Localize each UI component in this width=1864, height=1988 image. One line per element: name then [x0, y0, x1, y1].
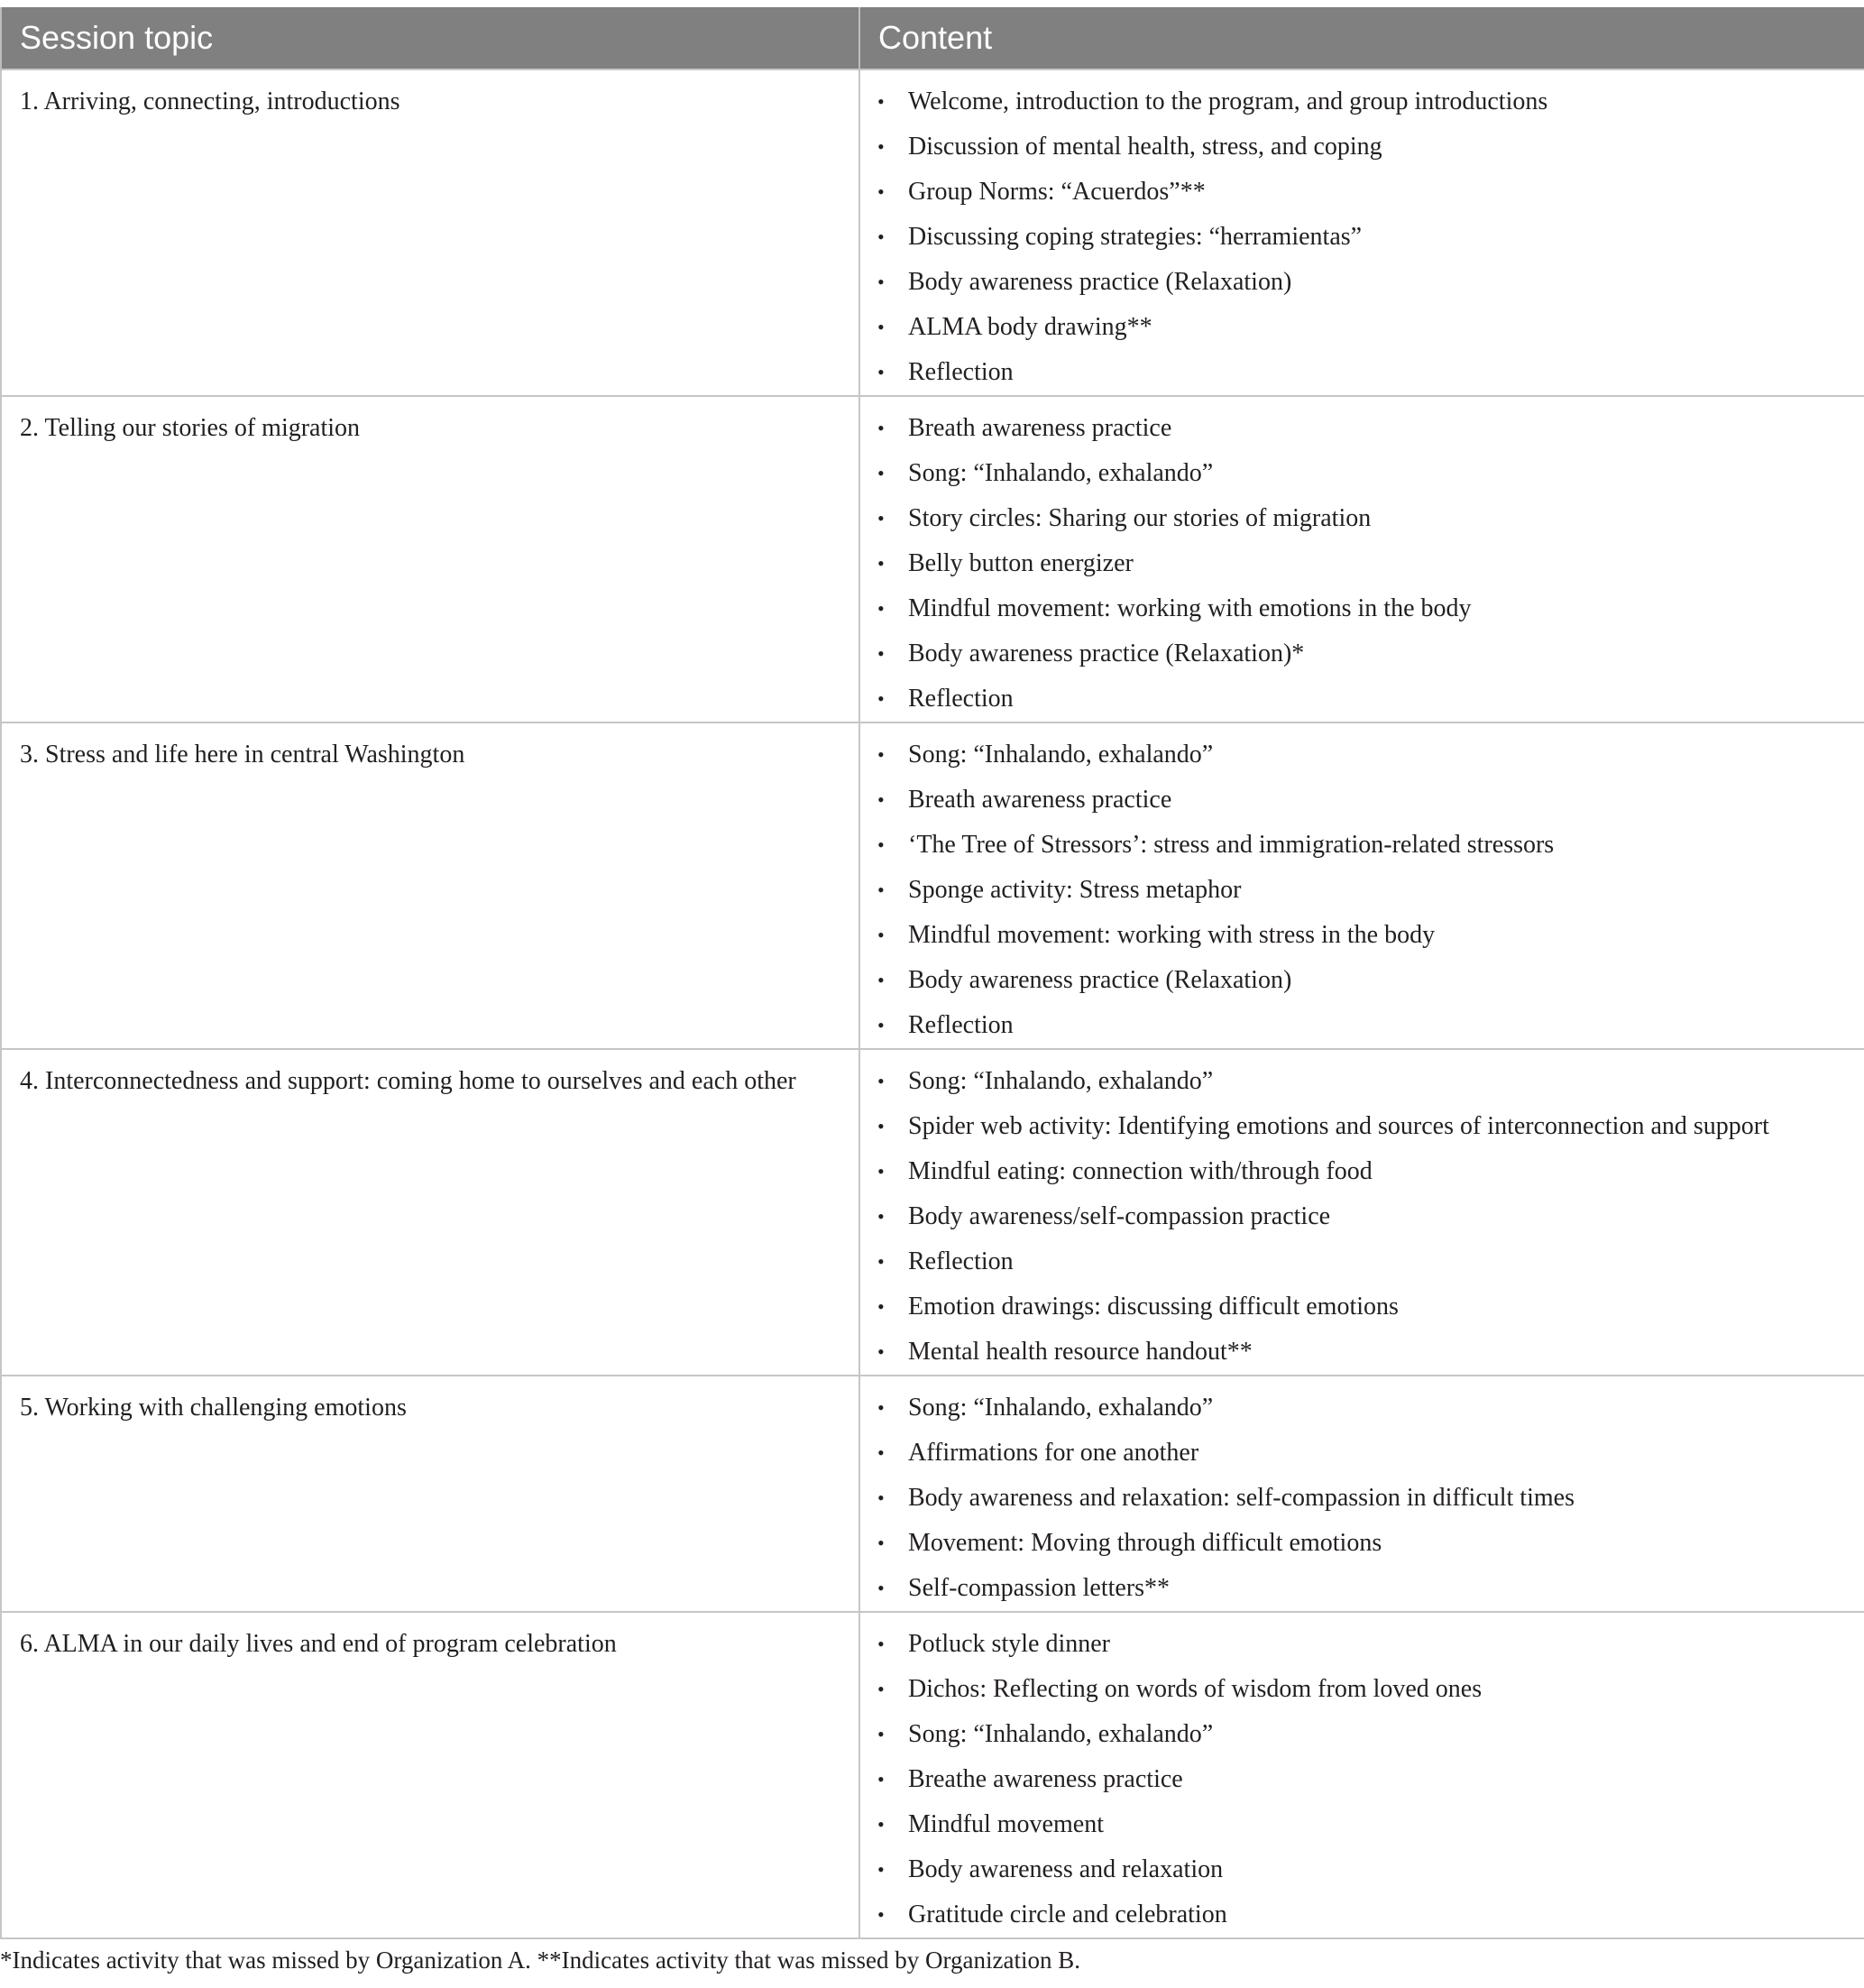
bullet-icon: •	[877, 969, 885, 991]
session-topic-cell: 3. Stress and life here in central Washington	[1, 722, 859, 1049]
bullet-icon: •	[877, 417, 885, 439]
activity-text: Movement: Moving through difficult emotions	[908, 1529, 1382, 1557]
activity-text: Song: “Inhalando, exhalando”	[908, 741, 1214, 769]
activity-list-item	[860, 1194, 1864, 1239]
session-topic-cell: 4. Interconnectedness and support: coming home to ourselves and each other	[1, 1049, 859, 1376]
activity-text: Mindful movement: working with stress in the body	[908, 921, 1436, 949]
activity-text: Breathe awareness practice	[908, 1765, 1183, 1793]
activity-list-item	[860, 1059, 1864, 1104]
bullet-icon: •	[877, 1813, 885, 1836]
bullet-icon: •	[877, 1858, 885, 1881]
activity-list-item	[860, 451, 1864, 496]
activity-text: Welcome, introduction to the program, and group introductions	[908, 87, 1548, 115]
activity-text: Song: “Inhalando, exhalando”	[908, 459, 1214, 487]
activity-text: Affirmations for one another	[908, 1439, 1199, 1467]
session-topic-cell: 6. ALMA in our daily lives and end of program celebration	[1, 1612, 859, 1938]
bullet-icon: •	[877, 552, 885, 575]
bullet-icon: •	[877, 1070, 885, 1092]
activity-list-item	[860, 1431, 1864, 1476]
activity-list-item	[860, 1476, 1864, 1521]
activity-text: Song: “Inhalando, exhalando”	[908, 1720, 1214, 1748]
activity-text: Spider web activity: Identifying emotions and sources of interconnection and support	[908, 1112, 1769, 1140]
session-topic-cell: 2. Telling our stories of migration	[1, 396, 859, 722]
activity-text: Breath awareness practice	[908, 786, 1172, 814]
table-row	[1, 69, 1864, 396]
table-row	[1, 1376, 1864, 1612]
bullet-icon: •	[877, 1396, 885, 1419]
session-content-cell	[859, 1049, 1864, 1376]
session-content-cell	[859, 1612, 1864, 1938]
table-footnote: *Indicates activity that was missed by Organization A. **Indicates activity that was missed by Organization B.	[0, 1947, 1080, 1974]
bullet-icon: •	[877, 597, 885, 620]
bullet-icon: •	[877, 1577, 885, 1599]
activity-list	[860, 79, 1864, 395]
table-row	[1, 396, 1864, 722]
activity-text: Reflection	[908, 1247, 1014, 1275]
activity-list-item	[860, 1757, 1864, 1802]
activity-list-item	[860, 1149, 1864, 1194]
activity-text: Story circles: Sharing our stories of migration	[908, 504, 1372, 532]
bullet-icon: •	[877, 924, 885, 946]
activity-list-item	[860, 170, 1864, 215]
activity-text: Discussing coping strategies: “herramientas”	[908, 223, 1363, 251]
bullet-icon: •	[877, 1441, 885, 1464]
activity-text: Mindful eating: connection with/through food	[908, 1157, 1373, 1185]
activity-list-item	[860, 79, 1864, 124]
activity-text: Body awareness practice (Relaxation)	[908, 268, 1292, 296]
activity-list-item	[860, 1239, 1864, 1284]
bullet-icon: •	[877, 833, 885, 856]
bullet-icon: •	[877, 1340, 885, 1363]
activity-list-item	[860, 676, 1864, 722]
activity-list-item	[860, 124, 1864, 170]
activity-text: Group Norms: “Acuerdos”**	[908, 178, 1206, 206]
activity-list-item	[860, 260, 1864, 305]
activity-text: Mindful movement: working with emotions in the body	[908, 594, 1472, 622]
bullet-icon: •	[877, 507, 885, 529]
activity-list-item	[860, 1385, 1864, 1431]
session-content-cell	[859, 69, 1864, 396]
bullet-icon: •	[877, 1160, 885, 1183]
activity-list-item	[860, 350, 1864, 395]
activity-text: ALMA body drawing**	[908, 313, 1152, 341]
session-content-cell	[859, 1376, 1864, 1612]
activity-text: Body awareness/self-compassion practice	[908, 1202, 1331, 1230]
bullet-icon: •	[877, 1678, 885, 1700]
bullet-icon: •	[877, 1723, 885, 1745]
activity-text: Body awareness practice (Relaxation)*	[908, 640, 1305, 667]
activity-text: Mental health resource handout**	[908, 1338, 1253, 1366]
activity-text: Dichos: Reflecting on words of wisdom from loved ones	[908, 1675, 1483, 1703]
activity-list-item	[860, 958, 1864, 1003]
bullet-icon: •	[877, 462, 885, 484]
activity-text: Emotion drawings: discussing difficult emotions	[908, 1293, 1399, 1321]
activity-text: Reflection	[908, 685, 1014, 713]
bullet-icon: •	[877, 180, 885, 203]
activity-text: Potluck style dinner	[908, 1630, 1110, 1658]
bullet-icon: •	[877, 788, 885, 811]
activity-text: Belly button energizer	[908, 549, 1134, 577]
activity-list-item	[860, 1802, 1864, 1847]
bullet-icon: •	[877, 1295, 885, 1318]
bullet-icon: •	[877, 642, 885, 665]
activity-text: Discussion of mental health, stress, and coping	[908, 133, 1382, 161]
bullet-icon: •	[877, 1205, 885, 1228]
activity-text: Body awareness and relaxation: self-compassion in difficult times	[908, 1484, 1575, 1512]
bullet-icon: •	[877, 1903, 885, 1926]
activity-list-item	[860, 496, 1864, 541]
activity-text: Reflection	[908, 1011, 1014, 1039]
activity-list-item	[860, 1330, 1864, 1375]
activity-text: Body awareness and relaxation	[908, 1855, 1224, 1883]
activity-list	[860, 732, 1864, 1048]
session-topic-cell: 1. Arriving, connecting, introductions	[1, 69, 859, 396]
activity-list-item	[860, 868, 1864, 913]
table-row	[1, 722, 1864, 1049]
bullet-icon: •	[877, 879, 885, 901]
activity-list-item	[860, 1003, 1864, 1048]
activity-text: Song: “Inhalando, exhalando”	[908, 1394, 1214, 1422]
activity-text: Body awareness practice (Relaxation)	[908, 966, 1292, 994]
bullet-icon: •	[877, 316, 885, 338]
activity-text: Mindful movement	[908, 1810, 1104, 1838]
activity-list	[860, 1622, 1864, 1937]
bullet-icon: •	[877, 1250, 885, 1273]
activity-list-item	[860, 823, 1864, 868]
bullet-icon: •	[877, 1115, 885, 1137]
bullet-icon: •	[877, 271, 885, 293]
bullet-icon: •	[877, 1486, 885, 1509]
header-row	[1, 7, 1864, 69]
activity-list	[860, 406, 1864, 722]
activity-text: ‘The Tree of Stressors’: stress and immigration-related stressors	[908, 831, 1555, 859]
bullet-icon: •	[877, 687, 885, 710]
header-content: Content	[859, 7, 1864, 69]
activity-list-item	[860, 305, 1864, 350]
activity-list-item	[860, 631, 1864, 676]
activity-list-item	[860, 1284, 1864, 1330]
activity-list-item	[860, 778, 1864, 823]
table-header	[1, 7, 1864, 69]
activity-list-item	[860, 406, 1864, 451]
activity-list-item	[860, 1622, 1864, 1667]
sessions-table	[0, 7, 1864, 1939]
activity-text: Self-compassion letters**	[908, 1574, 1171, 1602]
activity-text: Breath awareness practice	[908, 414, 1172, 442]
activity-list-item	[860, 1847, 1864, 1892]
bullet-icon: •	[877, 90, 885, 113]
bullet-icon: •	[877, 225, 885, 248]
bullet-icon: •	[877, 1014, 885, 1036]
activity-list-item	[860, 1667, 1864, 1712]
activity-text: Reflection	[908, 358, 1014, 386]
table-row	[1, 1049, 1864, 1376]
activity-list	[860, 1385, 1864, 1611]
bullet-icon: •	[877, 135, 885, 158]
activity-list-item	[860, 1712, 1864, 1757]
session-content-cell	[859, 722, 1864, 1049]
activity-text: Gratitude circle and celebration	[908, 1901, 1227, 1928]
bullet-icon: •	[877, 743, 885, 766]
activity-list-item	[860, 1566, 1864, 1611]
activity-text: Sponge activity: Stress metaphor	[908, 876, 1242, 904]
activity-list-item	[860, 1521, 1864, 1566]
bullet-icon: •	[877, 1633, 885, 1655]
activity-list-item	[860, 732, 1864, 778]
activity-list-item	[860, 913, 1864, 958]
activity-list-item	[860, 1104, 1864, 1149]
table-body	[1, 69, 1864, 1938]
activity-list-item	[860, 1892, 1864, 1937]
session-topic-cell: 5. Working with challenging emotions	[1, 1376, 859, 1612]
bullet-icon: •	[877, 1532, 885, 1554]
activity-list	[860, 1059, 1864, 1375]
bullet-icon: •	[877, 361, 885, 383]
session-content-cell	[859, 396, 1864, 722]
activity-list-item	[860, 215, 1864, 260]
table-row	[1, 1612, 1864, 1938]
header-session-topic: Session topic	[1, 7, 859, 69]
activity-list-item	[860, 541, 1864, 586]
activity-list-item	[860, 586, 1864, 631]
activity-text: Song: “Inhalando, exhalando”	[908, 1067, 1214, 1095]
sessions-table-container	[0, 7, 1864, 1939]
bullet-icon: •	[877, 1768, 885, 1790]
